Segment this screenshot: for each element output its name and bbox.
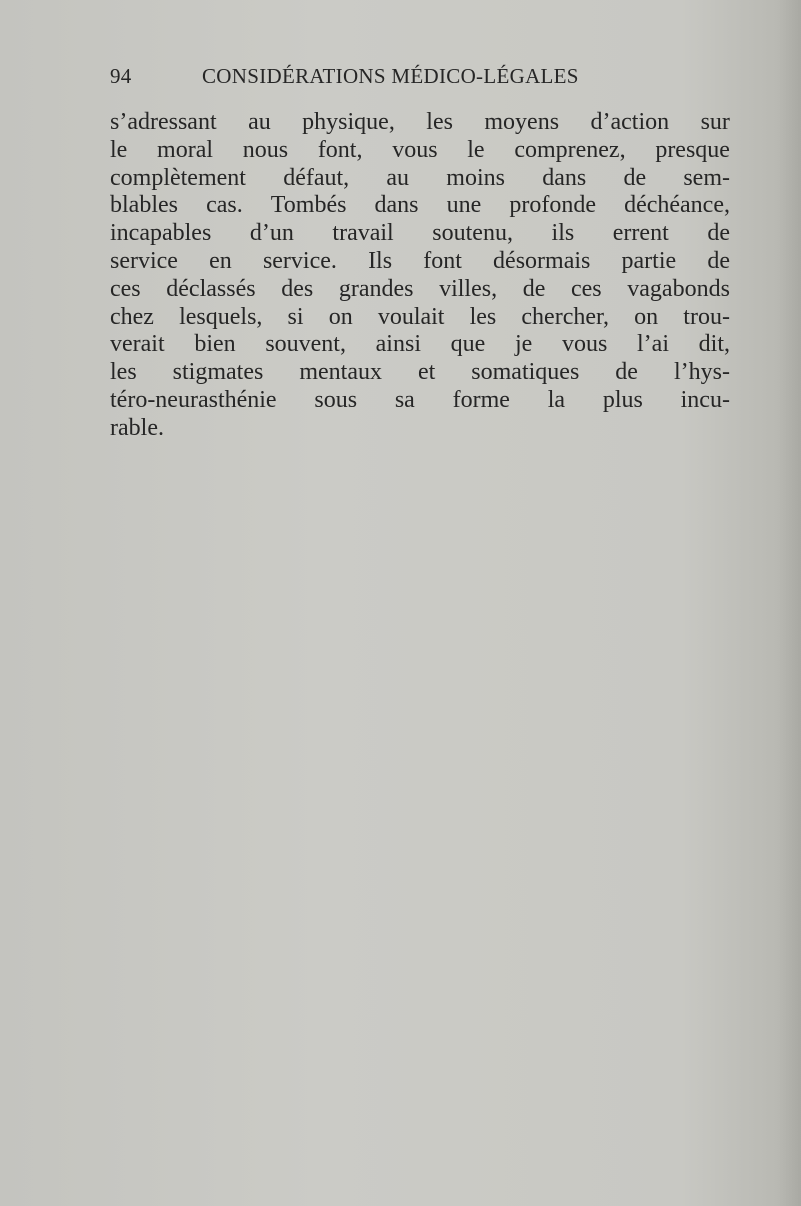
text-line: le moral nous font, vous le comprenez, presque	[110, 136, 730, 163]
text-line: blables cas. Tombés dans une profonde déchéance,	[110, 192, 730, 219]
text-line: service en service. Ils font désormais partie de	[110, 247, 730, 274]
page-header	[110, 64, 630, 94]
running-title: CONSIDÉRATIONS MÉDICO-LÉGALES	[202, 64, 579, 88]
body-paragraph	[110, 109, 730, 443]
text-line: téro-neurasthénie sous sa forme la plus incu-	[110, 386, 730, 413]
text-line: complètement défaut, au moins dans de sem-	[110, 164, 730, 191]
text-line: ces déclassés des grandes villes, de ces vagabonds	[110, 275, 730, 302]
text-line: s’adressant au physique, les moyens d’action sur	[110, 109, 730, 135]
text-line: chez lesquels, si on voulait les chercher, on trou-	[110, 303, 730, 330]
text-line: les stigmates mentaux et somatiques de l’hys-	[110, 359, 730, 386]
page-number: 94	[110, 64, 132, 88]
text-line: rable.	[110, 414, 164, 441]
text-line: verait bien souvent, ainsi que je vous l’ai dit,	[110, 331, 730, 358]
text-line: incapables d’un travail soutenu, ils errent de	[110, 220, 730, 247]
